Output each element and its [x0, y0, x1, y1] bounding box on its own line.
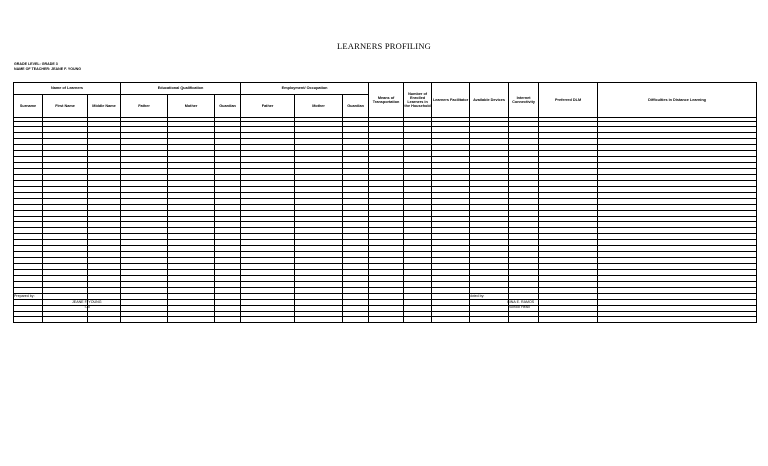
table-cell	[509, 317, 539, 323]
teacher-name-label: NAME OF TEACHER: JEANE F. YOUNG	[14, 67, 82, 71]
surname-header: Surname	[14, 95, 43, 118]
table-cell	[14, 317, 43, 323]
table-cell	[168, 317, 215, 323]
noted-by-name: GINA E. RAMOS	[507, 300, 535, 304]
table-row	[14, 317, 757, 323]
first-name-header: First Name	[43, 95, 88, 118]
table-body	[14, 121, 757, 323]
edu-guardian-header: Guardian	[215, 95, 241, 118]
learners-facilitator-header: Learners Facilitator	[432, 83, 470, 118]
difficulties-header: Difficulties in Distance Learning	[598, 83, 757, 118]
table-cell	[404, 317, 432, 323]
table-cell	[470, 317, 509, 323]
table-cell	[343, 317, 369, 323]
enrolled-learners-header: Number of Enrolled Learners in the Household	[404, 83, 432, 118]
prepared-by-role: T-III	[84, 305, 91, 309]
table-cell	[432, 317, 470, 323]
preferred-dlm-header: Preferred DLM	[539, 83, 598, 118]
noted-by-role: School Head	[509, 305, 530, 309]
document-title: LEARNERS PROFILING	[336, 41, 432, 51]
table-cell	[598, 317, 757, 323]
noted-by-label: Noted by:	[469, 294, 485, 298]
grade-level-label: GRADE LEVEL: GRADE 3	[14, 62, 58, 66]
table-cell	[369, 317, 404, 323]
table-cell	[215, 317, 241, 323]
prepared-by-label: Prepared by:	[14, 294, 35, 298]
table-cell	[295, 317, 343, 323]
emp-father-header: Father	[241, 95, 295, 118]
edu-mother-header: Mother	[168, 95, 215, 118]
middle-name-header: Middle Name	[88, 95, 121, 118]
table-cell	[539, 317, 598, 323]
table-cell	[121, 317, 168, 323]
emp-mother-header: Mother	[295, 95, 343, 118]
available-devices-header: Available Devices	[470, 83, 509, 118]
table-cell	[88, 317, 121, 323]
table-cell	[241, 317, 295, 323]
name-of-learners-header: Name of Learners	[14, 83, 121, 95]
edu-father-header: Father	[121, 95, 168, 118]
educational-qualification-header: Educational Qualification	[121, 83, 241, 95]
emp-guardian-header: Guardian	[343, 95, 369, 118]
learners-profiling-table	[13, 82, 757, 323]
table-cell	[43, 317, 88, 323]
employment-occupation-header: Employment/ Occupation	[241, 83, 369, 95]
transportation-header: Means of Transportation	[369, 83, 404, 118]
prepared-by-name: JEANE F. YOUNG	[72, 300, 102, 304]
internet-connectivity-header: Internet Connectivity	[509, 83, 539, 118]
